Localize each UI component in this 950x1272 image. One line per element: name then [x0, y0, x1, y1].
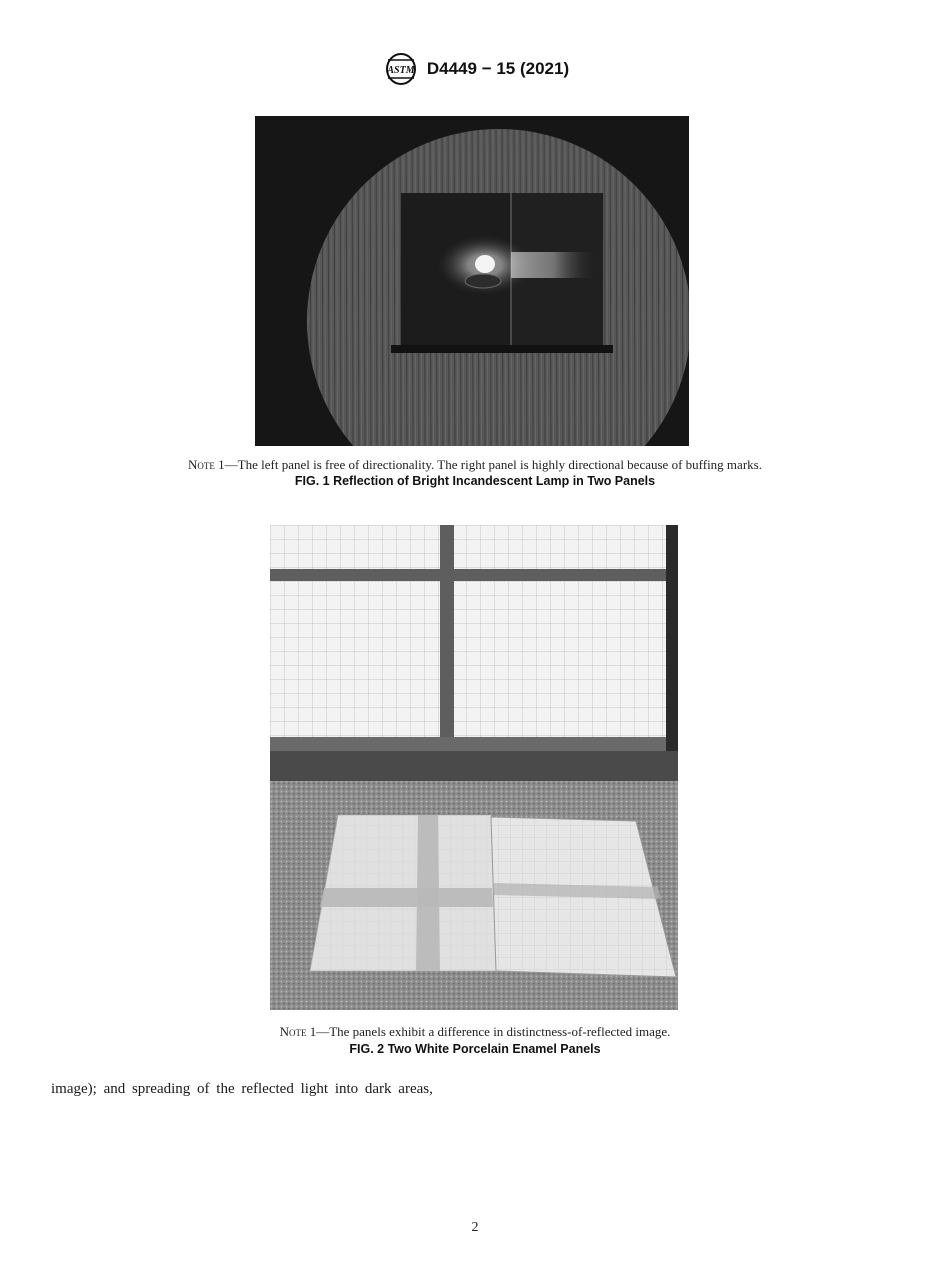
figure-2-caption: FIG. 2 Two White Porcelain Enamel Panels: [349, 1042, 601, 1056]
document-designation: D4449 − 15 (2021): [426, 59, 570, 78]
page-header: [0, 52, 950, 86]
figure-2-photo: [270, 525, 678, 1010]
figure-2-note: Note 1—The panels exhibit a difference in distinctness-of-reflected image.: [279, 1024, 671, 1039]
astm-logo-icon: [381, 52, 421, 86]
body-paragraph: image); and spreading of the reflected light into dark areas,: [51, 1081, 433, 1097]
figure-1-caption: FIG. 1 Reflection of Bright Incandescent Lamp in Two Panels: [294, 474, 656, 488]
figure-1-photo: [255, 116, 689, 446]
svg-text:ASTM: ASTM: [387, 65, 415, 76]
figure-1-note: Note 1—The left panel is free of directionality. The right panel is highly directional because of buffing marks.: [188, 457, 762, 472]
page-number: 2: [471, 1220, 479, 1235]
